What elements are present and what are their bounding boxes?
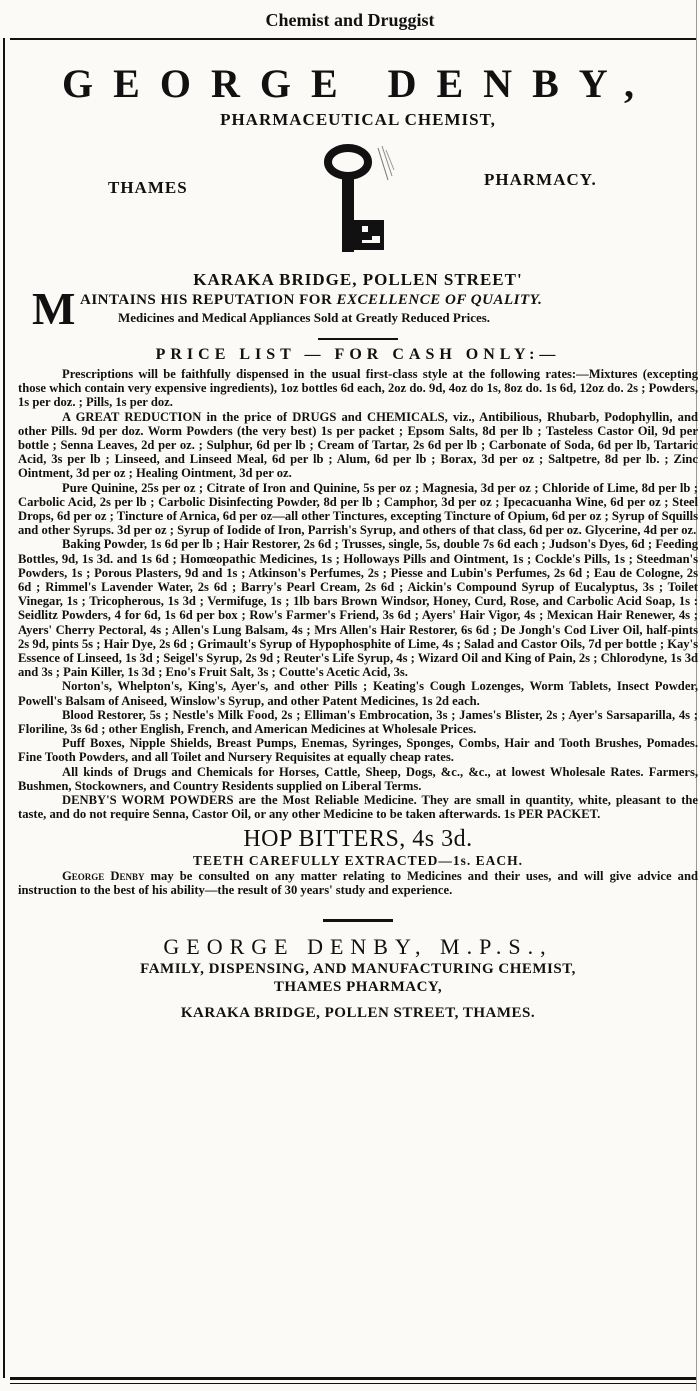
maintains-subline: Medicines and Medical Appliances Sold at Greatly Reduced Prices. xyxy=(118,310,491,325)
hop-bitters-heading: HOP BITTERS, 4s 3d. xyxy=(243,825,473,852)
left-column-rule xyxy=(3,38,5,1378)
paragraph: Baking Powder, 1s 6d per lb ; Hair Restorer, 2s 6d ; Trusses, single, 5s, double 7s 6d each ; Judson's Dyes, 6d ; Feeding Bottles, 9d, 1s 3d. and 1s 6d ; Homœopathic Medicines, 1s ; Holloways Pills and Ointment, 1s ; Cockle's Pills, 1s ; Steedman's Powders, 1s ; Porous Plasters, 9d and 1s ; Atkinson's Perfumes, 2s ; Piesse and Lubin's Perfumes, 2s 6d ; Eau de Cologne, 2s 6d ; Rimmel's Lavender Water, 2s 6d ; Barry's Pearl Cream, 2s 6d ; Aickin's Compound Syrup of Eucalyptus, 3s ; Toilet Vinegar, 1s ; Tricopherous, 1s 3d ; Vermifuge, 1s ; 1lb bars Brown Windsor, Honey, Curd, Rose, and Carbolic Acid Soap, 1s : Seidlitz Powders, 4 for 6d, 1s 6d per box ; Row's Farmer's Friend, 3s 6d ; Ayers' Hair Vigor, 4s ; Mexican Hair Renewer, 4s ; Ayers' Cherry Pectoral, 4s ; Allen's Lung Balsam, 4s ; Mrs Allen's Hair Restorer, 6s 6d ; De Jongh's Cod Liver Oil, half-pints 2s 9d, pints 5s ; Hair Dye, 2s 6d ; Grimault's Syrup of Hypophosphite of Lime, 4s ; Salad and Castor Oils, 7d per bottle ; Kay's Essence of Linseed, 1s 3d ; Seigel's Syrup, 2s 9d ; Reuter's Life Syrup, 4s ; Wizard Oil and King of Pain, 2s ; Chlorodyne, 1s 3d and 3s ; Pain Killer, 1s 3d ; Eno's Fruit Salt, 3s ; Coutte's Acetic Acid, 3s. xyxy=(18,537,698,680)
maintains-block xyxy=(18,283,698,334)
advertisement xyxy=(18,50,698,1022)
key-icon xyxy=(318,140,408,260)
address-line: KARAKA BRIDGE, POLLEN STREET' xyxy=(193,270,523,289)
price-list-heading: PRICE LIST — FOR CASH ONLY:— xyxy=(155,346,561,363)
consult-text: may be consulted on any matter relating to Medicines and their uses, and will give advice and instruction to the best of his ability—the result of 30 years' study and experience. xyxy=(18,868,698,897)
advertiser-name: GEORGE DENBY, xyxy=(62,61,654,106)
footer-line-2: THAMES PHARMACY, xyxy=(273,978,443,995)
paragraph: Puff Boxes, Nipple Shields, Breast Pumps, Enemas, Syringes, Sponges, Combs, Hair and Tooth Brushes, Pomades. Fine Tooth Powders, and all Toilet and Nursery Requisites at equally cheap rates. xyxy=(18,736,698,765)
paragraph: All kinds of Drugs and Chemicals for Horses, Cattle, Sheep, Dogs, &c., &c., at lowest Wholesale Rates. Farmers, Bushmen, Stockowners, and Country Residents supplied on Liberal Terms. xyxy=(18,764,698,793)
emblem-row xyxy=(18,130,698,260)
header-rule xyxy=(10,38,696,40)
bottom-rule-thick xyxy=(10,1377,696,1380)
paragraph: Prescriptions will be faithfully dispensed in the usual first-class style at the following rates:—Mixtures (excepting those which contain very expensive ingredients), 1oz bottles 6d each, 2oz do. 9d, 4oz do 1s, 8oz do. 1s 6d, 12oz do. 2s ; Powders, 1s per doz. ; Pills, 1s per doz. xyxy=(18,367,698,410)
paragraph: A GREAT REDUCTION in the price of DRUGS and CHEMICALS, viz., Antibilious, Rhubarb, Podophyllin, and other Pills. 9d per doz. Worm Powders (the very best) 1s per packet ; Epsom Salts, 8d per lb ; Tasteless Castor Oil, 9d per bottle ; Senna Leaves, 2d per oz. ; Sulphur, 6d per lb ; Cream of Tartar, 2s 6d per lb ; Carbonate of Soda, 6d per lb, Tartaric Acid, 3s per lb ; Linseed, and Linseed Meal, 6d per lb ; Alum, 6d per lb ; Borax, 3d per oz ; Saltpetre, 8d per lb. ; Zinc Ointment, 3d per oz ; Healing Ointment, 3d per oz. xyxy=(18,409,698,481)
maintains-italic: EXCELLENCE OF QUALITY. xyxy=(336,292,543,308)
emblem-left-word: THAMES xyxy=(108,178,188,197)
paragraph: Blood Restorer, 5s ; Nestle's Milk Food, 2s ; Elliman's Embrocation, 3s ; James's Blister, 2s ; Ayer's Sarsaparilla, 4s ; Floriline, 3s 6d ; other English, French, and American Medicines at Wholesale Prices. xyxy=(18,707,698,737)
paragraph: DENBY'S WORM POWDERS are the Most Reliable Medicine. They are small in quantity, white, pleasant to the taste, and do not require Senna, Castor Oil, or any other Medicine to be taken afterwards. 1s PER PACKET. xyxy=(18,793,698,822)
maintains-text: AINTAINS HIS REPUTATION FOR xyxy=(80,292,337,308)
paragraph: Norton's, Whelpton's, King's, Ayer's, and other Pills ; Keating's Cough Lozenges, Worm Tablets, Insect Powder, Powell's Balsam of Aniseed, Winslow's Syrup, and other Patent Medicines, 1s 2d each. xyxy=(18,679,698,708)
advertiser-subtitle: PHARMACEUTICAL CHEMIST, xyxy=(220,110,496,129)
paragraph: Pure Quinine, 25s per oz ; Citrate of Iron and Quinine, 5s per oz ; Magnesia, 3d per oz ; Chloride of Lime, 8d per lb ; Carbolic Acid, 2s per lb ; Carbolic Disinfecting Powder, 8d per lb ; Camphor, 3d per oz ; Ipecacuanha Wine, 6d per oz ; Steel Drops, 6d per oz ; Tincture of Arnica, 6d per oz—all other Tinctures, excepting Tincture of Opium, 6d per oz ; Syrup of Squills and other Syrups. 3d per oz ; Syrup of Iodide of Iron, Parrish's Syrup, and others of that class, 6d per oz. Glycerine, 4d per oz. xyxy=(18,480,698,538)
price-list-body xyxy=(18,367,698,822)
consult-paragraph xyxy=(18,869,698,897)
bottom-rule-thin xyxy=(10,1383,696,1384)
section-header: Chemist and Druggist xyxy=(265,10,435,30)
footer-divider xyxy=(323,919,393,922)
emblem-right-word: PHARMACY. xyxy=(484,170,597,189)
divider xyxy=(318,338,398,340)
teeth-heading: TEETH CAREFULLY EXTRACTED—1s. EACH. xyxy=(193,852,523,868)
consult-block xyxy=(18,869,698,897)
consult-name: George Denby xyxy=(62,868,145,883)
drop-cap: M xyxy=(32,283,76,334)
maintains-line xyxy=(80,292,542,309)
footer-name: GEORGE DENBY, M.P.S., xyxy=(163,933,553,959)
footer-line-3: KARAKA BRIDGE, POLLEN STREET, THAMES. xyxy=(180,1004,536,1021)
footer-line-1: FAMILY, DISPENSING, AND MANUFACTURING CHEMIST, xyxy=(140,960,576,977)
